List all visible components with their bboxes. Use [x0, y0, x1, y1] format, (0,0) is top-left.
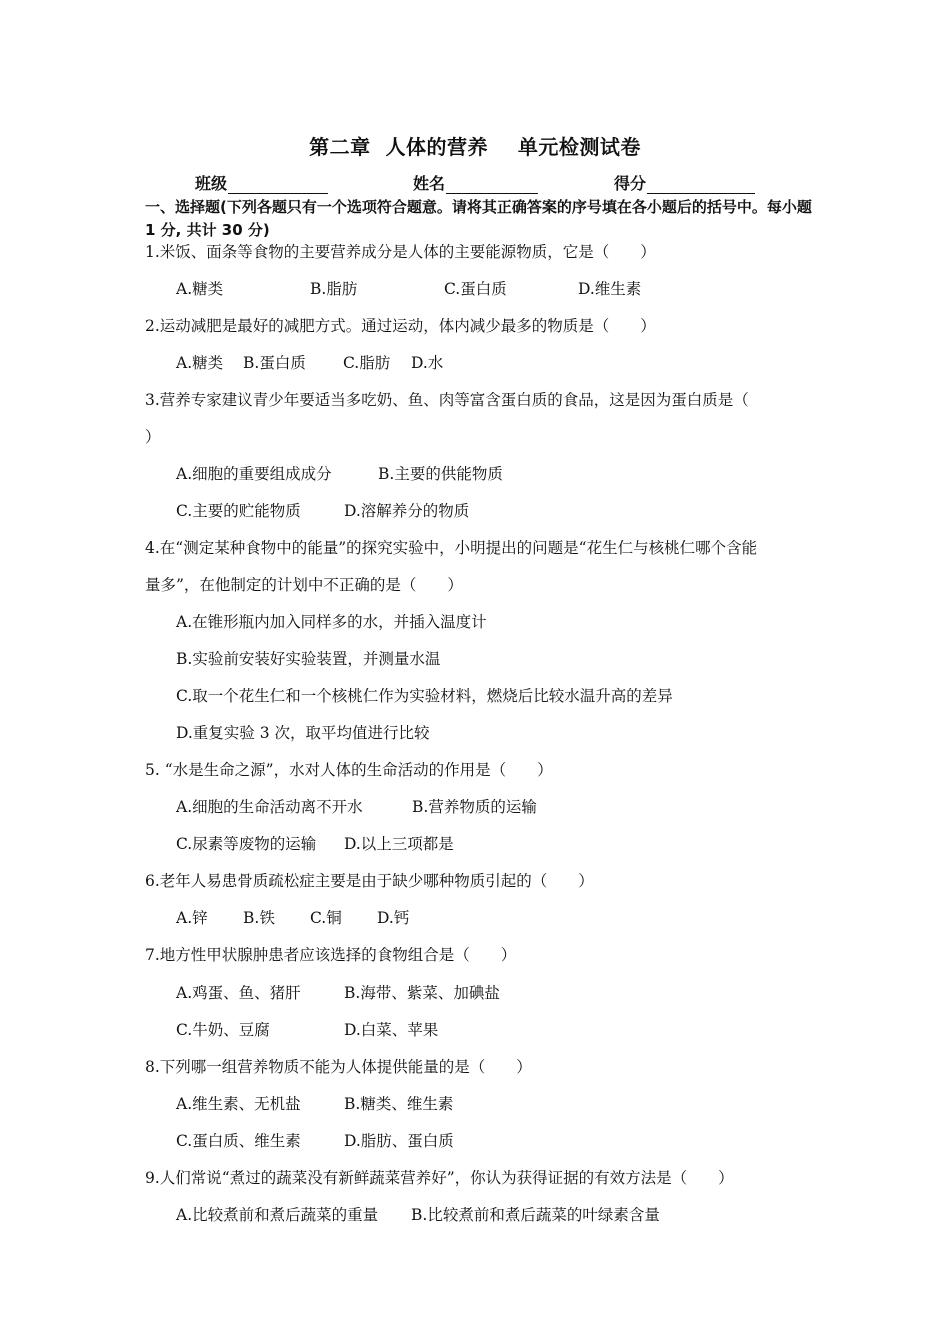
option[interactable]: A.在锥形瓶内加入同样多的水，并插入温度计 [176, 613, 487, 631]
score-label: 得分 [614, 174, 647, 193]
option[interactable]: A.鸡蛋、鱼、猪肝 [176, 984, 301, 1002]
question-stem: 8.下列哪一组营养物质不能为人体提供能量的是（ ） [145, 1058, 532, 1076]
option[interactable]: B.脂肪 [310, 280, 358, 298]
option[interactable]: D.以上三项都是 [344, 835, 454, 853]
question-stem: 4.在“测定某种食物中的能量”的探究实验中，小明提出的问题是“花生仁与核桃仁哪个含能 [145, 539, 758, 557]
option[interactable]: A.维生素、无机盐 [176, 1095, 301, 1113]
name-label: 姓名 [413, 174, 446, 193]
option[interactable]: C.脂肪 [343, 354, 391, 372]
question-stem: 3.营养专家建议青少年要适当多吃奶、鱼、肉等富含蛋白质的食品，这是因为蛋白质是（ [145, 391, 749, 409]
option[interactable]: A.细胞的生命活动离不开水 [176, 798, 363, 816]
option[interactable]: A.锌 [176, 909, 208, 927]
class-label: 班级 [195, 174, 228, 193]
name-field [413, 171, 538, 194]
option[interactable]: C.取一个花生仁和一个核桃仁作为实验材料，燃烧后比较水温升高的差异 [176, 687, 673, 705]
question-stem: 2.运动减肥是最好的减肥方式。通过运动，体内减少最多的物质是（ ） [145, 317, 656, 335]
option[interactable]: B.比较煮前和煮后蔬菜的叶绿素含量 [411, 1206, 660, 1224]
option[interactable]: B.营养物质的运输 [412, 798, 537, 816]
option[interactable]: A.比较煮前和煮后蔬菜的重量 [176, 1206, 379, 1224]
name-blank[interactable] [446, 175, 538, 194]
option[interactable]: C.铜 [310, 909, 342, 927]
question-stem: 6.老年人易患骨质疏松症主要是由于缺少哪种物质引起的（ ） [145, 872, 594, 890]
question-stem: 5. “水是生命之源”，水对人体的生命活动的作用是（ ） [145, 761, 553, 779]
option[interactable]: D.维生素 [578, 280, 642, 298]
question-stem: 1.米饭、面条等食物的主要营养成分是人体的主要能源物质，它是（ ） [145, 243, 656, 261]
option[interactable]: D.白菜、苹果 [344, 1021, 439, 1039]
score-field [614, 171, 755, 194]
class-blank[interactable] [228, 175, 328, 194]
option[interactable]: A.糖类 [176, 280, 224, 298]
option[interactable]: B.蛋白质 [243, 354, 306, 372]
option[interactable]: D.钙 [377, 909, 410, 927]
option[interactable]: D.重复实验 3 次，取平均值进行比较 [176, 724, 430, 742]
class-field [195, 171, 328, 194]
option[interactable]: D.水 [411, 354, 444, 372]
question-stem: 7.地方性甲状腺肿患者应该选择的食物组合是（ ） [145, 946, 517, 964]
question-stem: 9.人们常说“煮过的蔬菜没有新鲜蔬菜营养好”，你认为获得证据的有效方法是（ ） [145, 1169, 734, 1187]
option[interactable]: B.铁 [243, 909, 275, 927]
score-blank[interactable] [647, 175, 755, 194]
option[interactable]: A.糖类 [176, 354, 224, 372]
option[interactable]: B.糖类、维生素 [344, 1095, 454, 1113]
option[interactable]: D.溶解养分的物质 [344, 502, 470, 520]
option[interactable]: C.尿素等废物的运输 [176, 835, 317, 853]
option[interactable]: C.牛奶、豆腐 [176, 1021, 270, 1039]
option[interactable]: B.主要的供能物质 [378, 465, 503, 483]
option[interactable]: C.主要的贮能物质 [176, 502, 301, 520]
option[interactable]: B.实验前安装好实验装置，并测量水温 [176, 650, 441, 668]
option[interactable]: C.蛋白质 [444, 280, 507, 298]
page-title: 第二章 人体的营养 单元检测试卷 [309, 135, 641, 159]
section-heading: 一、选择题(下列各题只有一个选项符合题意。请将其正确答案的序号填在各小题后的括号中。每小题 1 分, 共计 30 分) [145, 198, 812, 239]
option[interactable]: D.脂肪、蛋白质 [344, 1132, 454, 1150]
option[interactable]: A.细胞的重要组成成分 [176, 465, 332, 483]
question-stem-cont: ） [145, 428, 161, 446]
question-stem-cont: 量多”，在他制定的计划中不正确的是（ ） [145, 576, 463, 594]
option[interactable]: B.海带、紫菜、加碘盐 [344, 984, 500, 1002]
option[interactable]: C.蛋白质、维生素 [176, 1132, 301, 1150]
